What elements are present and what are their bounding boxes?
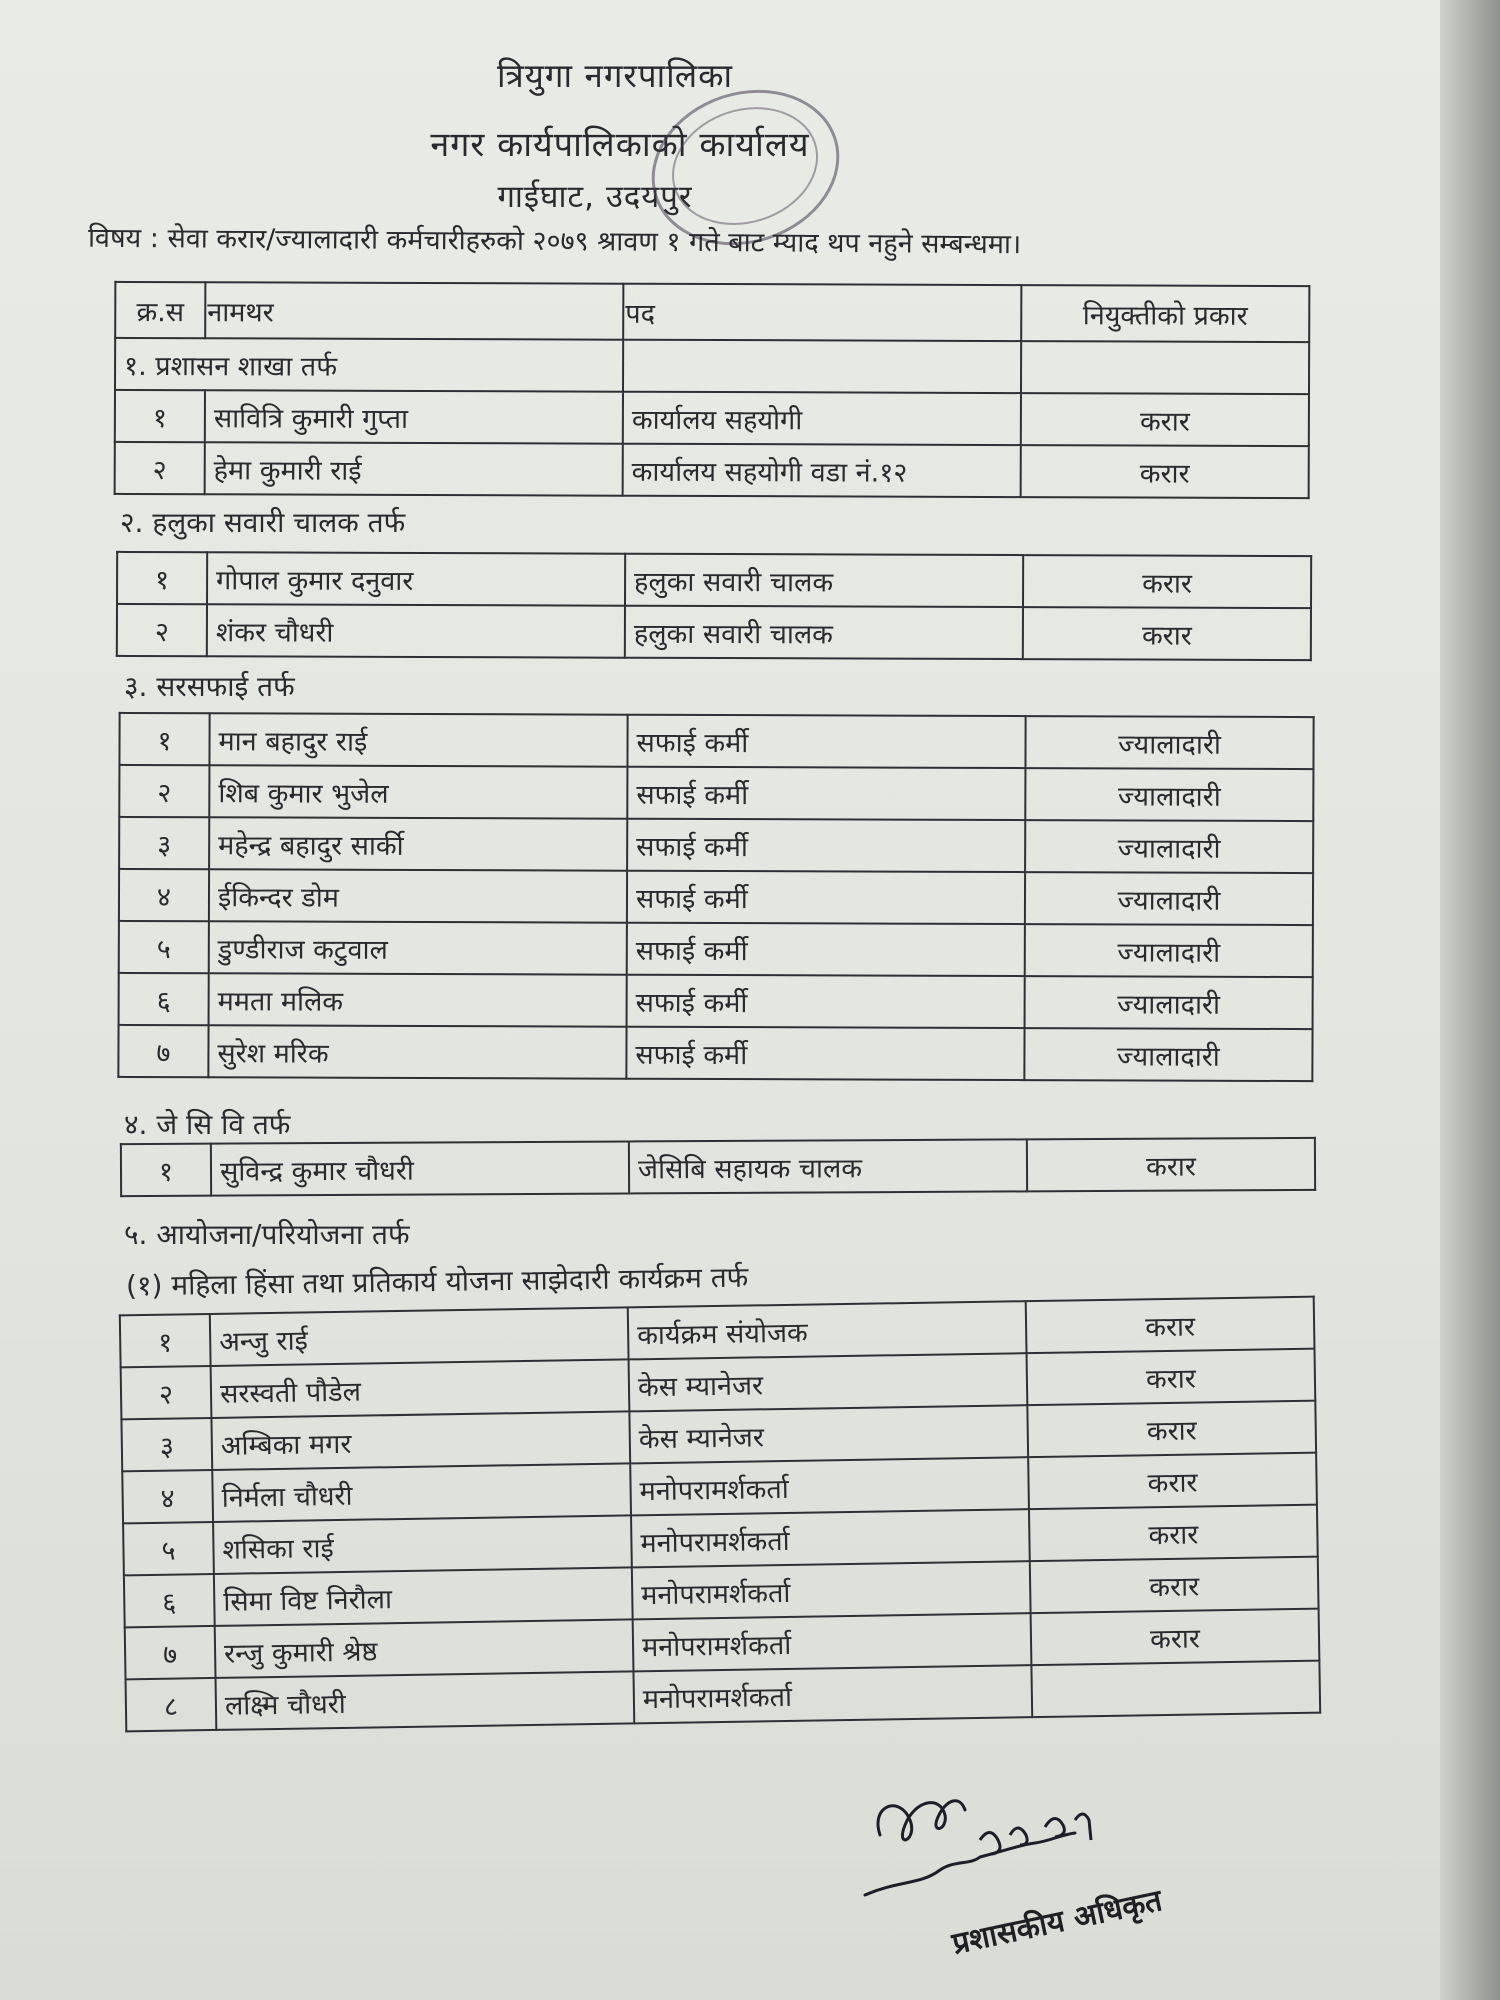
section-title-row <box>115 338 1309 394</box>
letter-subject: विषय : सेवा करार/ज्यालादारी कर्मचारीहरुको २०७९ श्रावण १ गते बाट म्याद थप नहुने सम्बन्धमा। <box>87 222 1022 261</box>
cell-name: अन्जु राई <box>210 1307 629 1366</box>
cell-sn: ४ <box>122 1470 213 1523</box>
cell-type: करार <box>1030 1557 1319 1614</box>
cell-name: डुण्डीराज कटुवाल <box>209 921 627 974</box>
table-header-row <box>115 282 1309 342</box>
cell-type: करार <box>1021 445 1309 498</box>
section-title: १. प्रशासन शाखा तर्फ <box>115 338 623 392</box>
cell-post: सफाई कर्मी <box>627 767 1025 820</box>
cell-sn: ३ <box>119 817 209 869</box>
cell-post: जेसिबि सहायक चालक <box>629 1139 1027 1193</box>
cell-type: ज्यालादारी <box>1025 872 1313 925</box>
col-header-sn: क्र.स <box>115 282 205 338</box>
cell-sn: १ <box>119 713 209 765</box>
cell-name: शसिका राई <box>213 1515 632 1574</box>
cell-sn: २ <box>119 765 209 817</box>
cell-post: मनोपरामर्शकर्ता <box>633 1665 1032 1723</box>
cell-type: करार <box>1027 1349 1316 1406</box>
table-row <box>119 973 1313 1029</box>
cell-type: करार <box>1027 1401 1316 1458</box>
cell-post: सफाई कर्मी <box>627 819 1025 872</box>
cell-post: सफाई कर्मी <box>626 1027 1024 1080</box>
cell-type: करार <box>1028 1453 1317 1510</box>
cell-sn: २ <box>115 442 205 494</box>
cell-post: कार्यक्रम संयोजक <box>628 1301 1027 1359</box>
cell-type: ज्यालादारी <box>1025 768 1313 821</box>
cell-name: अम्बिका मगर <box>211 1411 630 1470</box>
cell-sn: ४ <box>119 869 209 921</box>
table-row <box>115 442 1309 498</box>
cell-name: रन्जु कुमारी श्रेष्ठ <box>215 1619 634 1678</box>
table-row <box>119 713 1313 769</box>
cell-sn: १ <box>115 390 205 442</box>
cell-type: करार <box>1026 1297 1315 1354</box>
cell-sn: ५ <box>119 921 209 973</box>
cell-type: करार <box>1023 555 1311 608</box>
cell-type: करार <box>1031 1609 1320 1666</box>
section-2-table <box>116 551 1312 661</box>
cell-name: ममता मलिक <box>209 973 627 1026</box>
cell-post: सफाई कर्मी <box>627 871 1025 924</box>
cell-sn: ५ <box>123 1522 214 1575</box>
cell-post: मनोपरामर्शकर्ता <box>632 1561 1031 1619</box>
cell-post: सफाई कर्मी <box>627 715 1025 768</box>
cell-type: करार <box>1027 1138 1315 1192</box>
table-row <box>119 921 1313 977</box>
cell-post: मनोपरामर्शकर्ता <box>633 1613 1032 1671</box>
cell-sn: ८ <box>126 1678 217 1731</box>
cell-name: महेन्द्र बहादुर सार्की <box>209 817 627 870</box>
cell-post: हलुका सवारी चालक <box>625 606 1023 659</box>
cell-name: सावित्रि कुमारी गुप्ता <box>205 390 623 443</box>
cell-name: मान बहादुर राई <box>209 713 627 766</box>
cell-post: सफाई कर्मी <box>627 975 1025 1028</box>
municipality-name: त्रियुगा नगरपालिका <box>496 56 733 95</box>
table-row <box>115 390 1309 446</box>
cell-name: सुरेश मरिक <box>208 1025 626 1078</box>
cell-name: ईकिन्दर डोम <box>209 869 627 922</box>
cell-name: सरस्वती पौडेल <box>211 1359 630 1418</box>
cell-post: केस म्यानेजर <box>629 1353 1028 1411</box>
cell-name: गोपाल कुमार दनुवार <box>207 552 625 605</box>
table-row <box>119 869 1313 925</box>
cell-type: करार <box>1029 1505 1318 1562</box>
section-4-table <box>120 1137 1316 1197</box>
section-title: ३. सरसफाई तर्फ <box>124 670 295 703</box>
cell-sn: ७ <box>125 1626 216 1679</box>
cell-name: शिब कुमार भुजेल <box>209 765 627 818</box>
cell-sn: १ <box>121 1144 211 1196</box>
section-subtitle: (१) महिला हिंसा तथा प्रतिकार्य योजना साझेदारी कार्यक्रम तर्फ <box>125 1260 749 1303</box>
cell-type: ज्यालादारी <box>1025 820 1313 873</box>
cell-type: ज्यालादारी <box>1025 924 1313 977</box>
section-3-table <box>117 712 1314 1082</box>
cell-post: कार्यालय सहयोगी वडा नं.१२ <box>623 444 1021 497</box>
cell-type: करार <box>1023 607 1311 660</box>
cell-type: ज्यालादारी <box>1025 976 1313 1029</box>
cell-sn: ३ <box>121 1418 212 1471</box>
table-row <box>119 817 1313 873</box>
section-title: ४. जे सि वि तर्फ <box>124 1108 291 1141</box>
cell-sn: २ <box>121 1366 212 1419</box>
col-header-name: नामथर <box>205 282 623 339</box>
officer-title-stamp: प्रशासकीय अधिकृत <box>949 1883 1166 1962</box>
table-row <box>121 1138 1315 1196</box>
cell-sn: ६ <box>119 973 209 1025</box>
table-row <box>118 1025 1312 1081</box>
cell-name: निर्मला चौधरी <box>212 1463 631 1522</box>
cell-name: हेमा कुमारी राई <box>205 442 623 495</box>
cell-post: मनोपरामर्शकर्ता <box>630 1457 1029 1515</box>
col-header-post: पद <box>623 284 1021 341</box>
section-title: ५. आयोजना/परियोजना तर्फ <box>124 1218 410 1251</box>
cell-post: कार्यालय सहयोगी <box>623 392 1021 445</box>
table-row <box>117 604 1311 660</box>
col-header-type: नियुक्तीको प्रकार <box>1021 285 1309 342</box>
office-name: नगर कार्यपालिकाको कार्यालय <box>430 125 810 165</box>
cell-type: ज्यालादारी <box>1025 716 1313 769</box>
office-address: गाईघाट, उदयपुर <box>497 179 693 215</box>
cell-post: सफाई कर्मी <box>627 923 1025 976</box>
cell-sn: १ <box>120 1314 211 1367</box>
cell-name: लक्ष्मि चौधरी <box>216 1671 635 1730</box>
cell-sn: १ <box>117 552 207 604</box>
section-1-table <box>114 281 1311 499</box>
cell-sn: ७ <box>118 1025 208 1077</box>
cell-sn: २ <box>117 604 207 656</box>
cell-post: केस म्यानेजर <box>629 1405 1028 1463</box>
cell-post: हलुका सवारी चालक <box>625 554 1023 607</box>
section-5-table <box>119 1296 1321 1733</box>
cell-sn: ६ <box>124 1574 215 1627</box>
cell-name: सुविन्द्र कुमार चौधरी <box>211 1141 629 1195</box>
section-title: २. हलुका सवारी चालक तर्फ <box>120 506 406 539</box>
cell-type <box>1031 1661 1320 1718</box>
cell-type: करार <box>1021 393 1309 446</box>
cell-type: ज्यालादारी <box>1024 1028 1312 1081</box>
cell-post: मनोपरामर्शकर्ता <box>631 1509 1030 1567</box>
table-row <box>117 552 1311 608</box>
page-edge <box>1440 0 1500 2000</box>
cell-name: शंकर चौधरी <box>207 604 625 657</box>
table-row <box>119 765 1313 821</box>
cell-name: सिमा विष्ट निरौला <box>214 1567 633 1626</box>
